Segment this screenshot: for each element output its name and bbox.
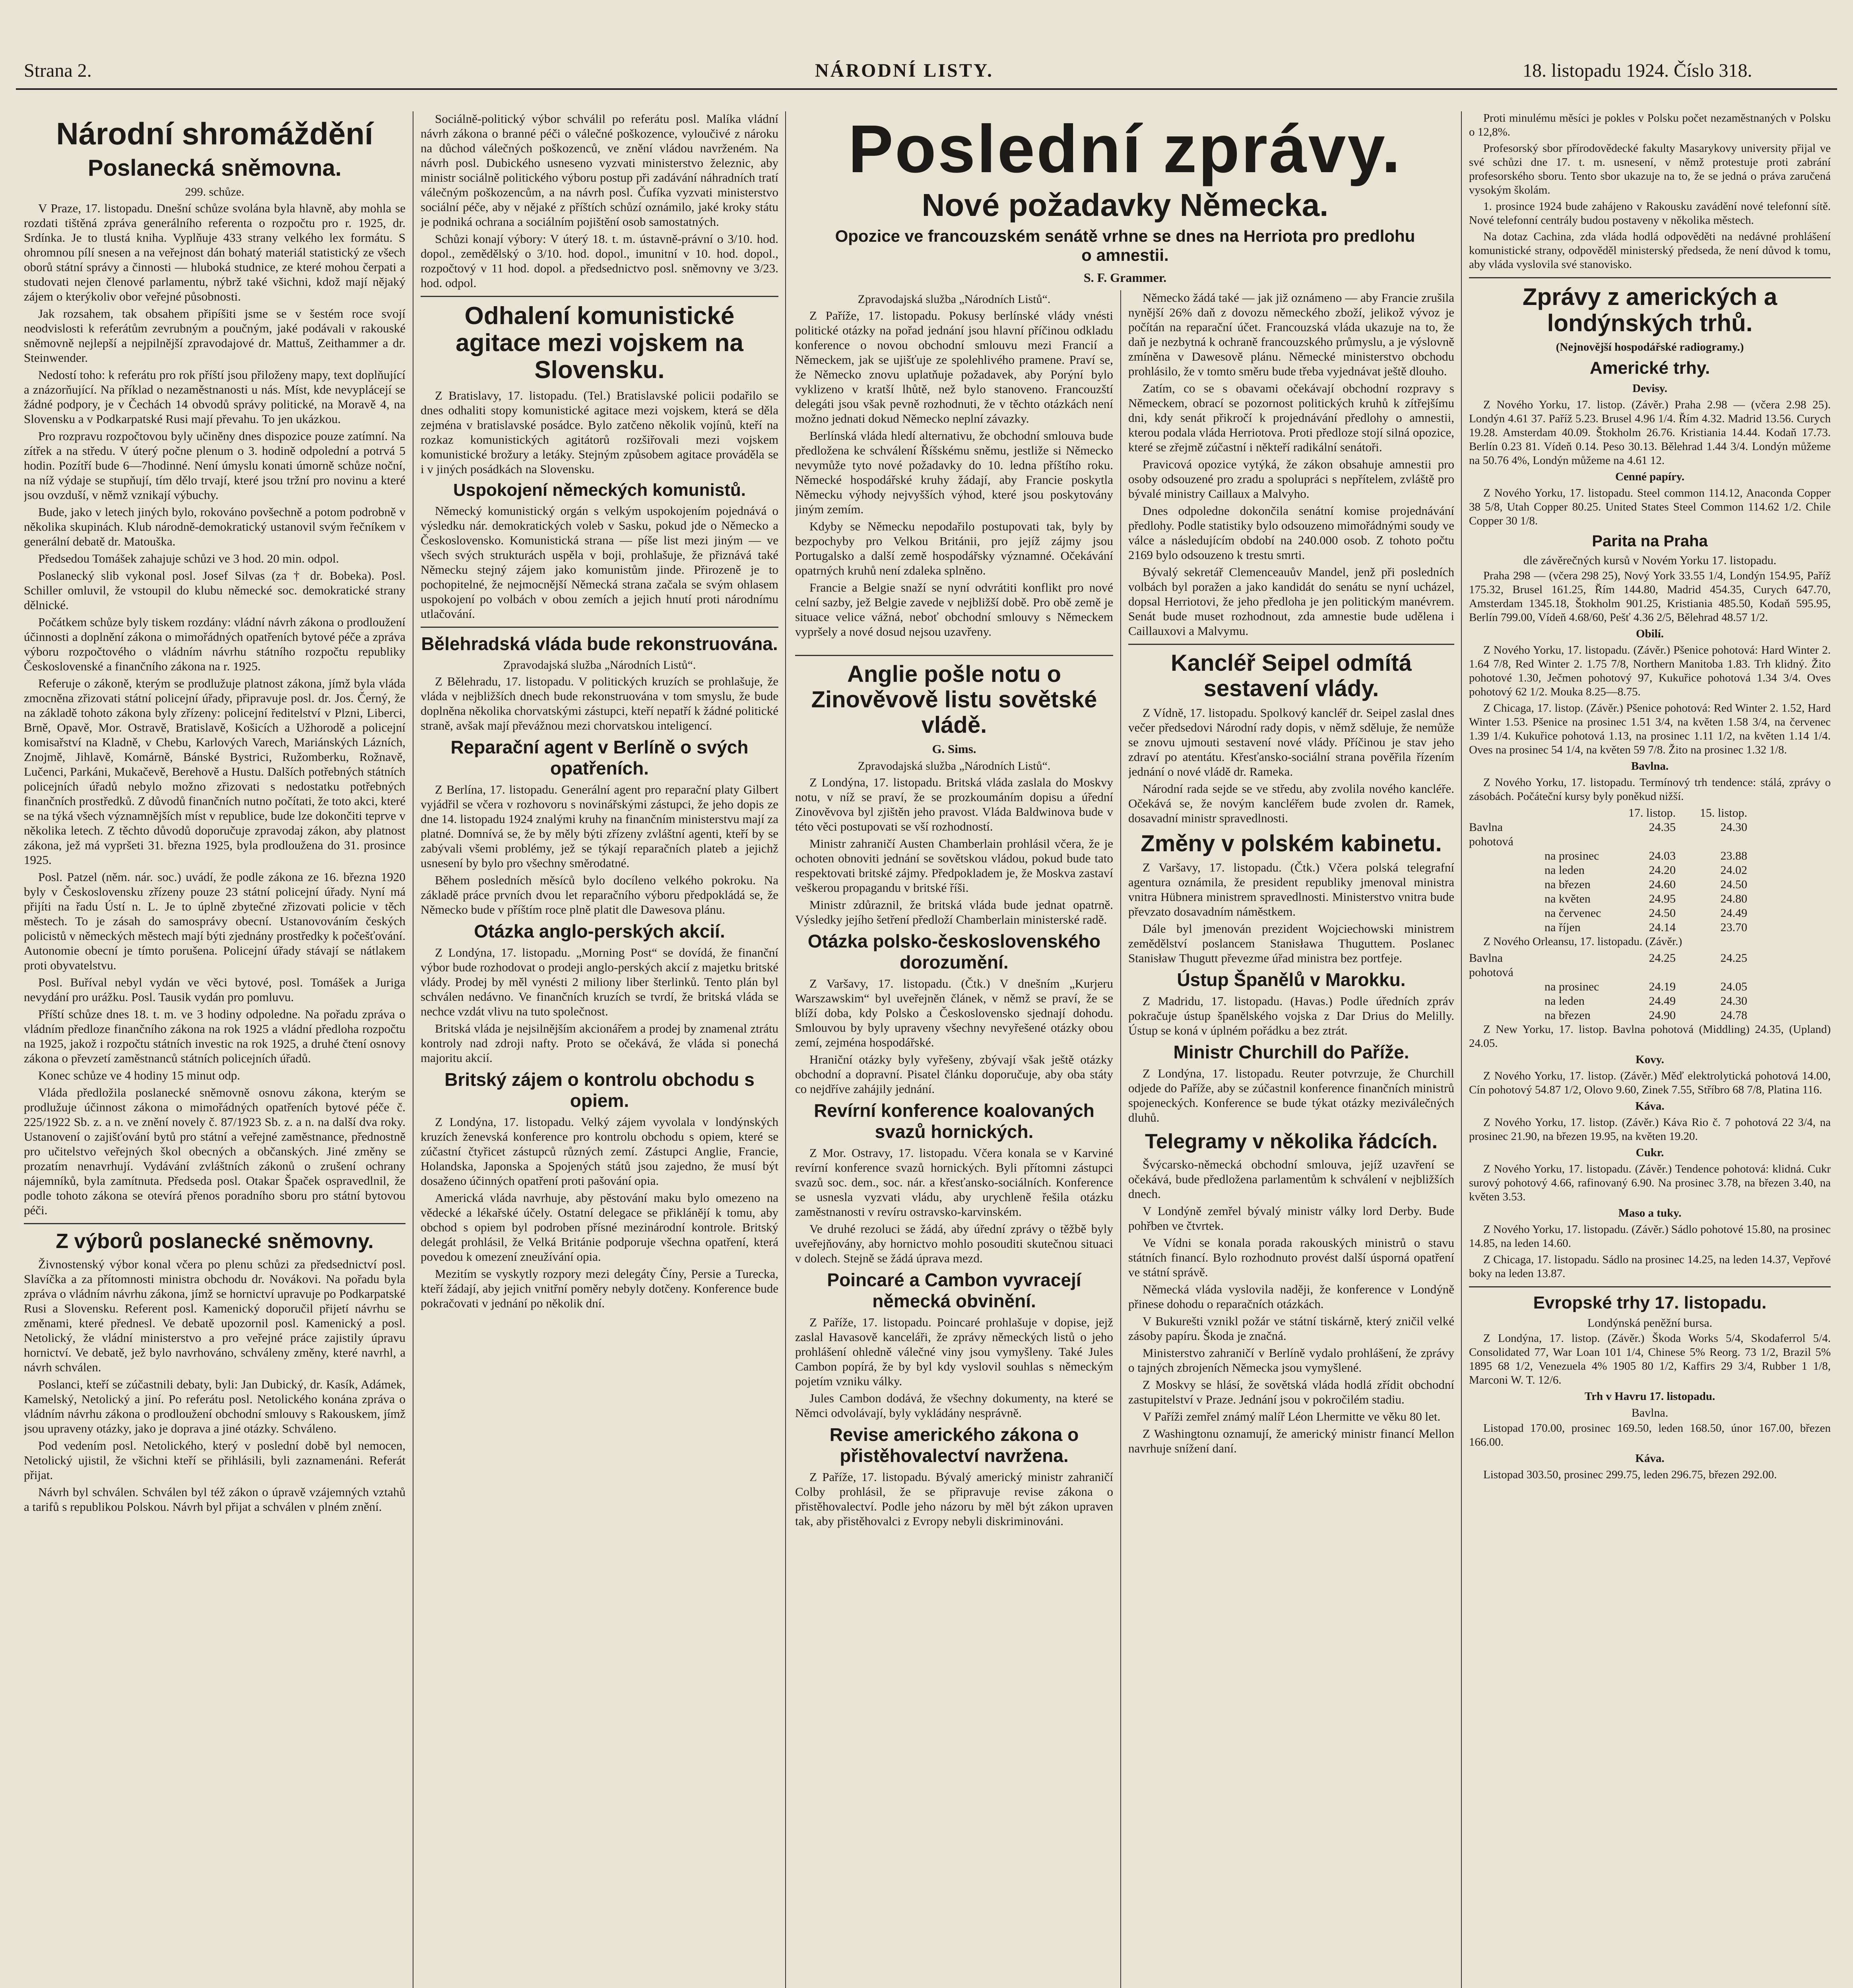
headline: Britský zájem o kontrolu obchodu s opiem. xyxy=(444,1069,755,1111)
paragraph: Ve Vídni se konala porada rakouských ministrů o stavu státních financí. Bylo rozhodnuto provést další úsporná opatření ve státní správě. xyxy=(1128,1236,1454,1279)
paragraph: Z New Yorku, 17. listop. Bavlna pohotová (Middling) 24.35, (Upland) 24.05. xyxy=(1469,1023,1831,1050)
section-subtitle-chamber: Poslanecká sněmovna. xyxy=(87,155,342,181)
paragraph: Z Varšavy, 17. listopadu. (Čtk.) V dnešním „Kurjeru Warszawskim“ byl uveřejněn článek, v němž se praví, že se blíží doba, kdy Polsko a Československo sjednají dohodu. Smlouvou by byly upraveny všechny nevyřešené otázky obou zemí, zejména hospodářské. xyxy=(795,977,1113,1050)
table-row: na květen 24.95 24.80 xyxy=(1544,892,1747,905)
paragraph: Posl. Patzel (něm. nár. soc.) uvádí, že podle zákona ze 16. března 1920 byly v Československu zřízeny pouze 23 státní policejní úřady. Nyní má přijíti na řadu Ústí n. L. Je to úplně zbytečné zřizovati policie v těch městech. To je zásah do samosprávy obecní. Ustanovováním českých policistů v německých městech mají býti zjednány prostředky k počešťování. Autonomie obecní je tímto porušena. Policejní úřady stávají se nátlakem proti obyvatelstvu. xyxy=(24,870,406,973)
paragraph: Dále byl jmenován prezident Wojciechowski ministrem zemědělství poslancem Stanisława Thuguttem. Poslanec Stanisław Thugutt převezme úřad ministra bez portfeje. xyxy=(1128,922,1454,965)
paragraph: Berlínská vláda hledí alternativu, že obchodní smlouva bude předložena ke schválení Říšskému sněmu, jestliže si Německo nevymůže tyto nové požadavky do 10. ledna příštího roku. Německé hospodářské kruhy žádají, aby Francie poskytla Německu výhody nejvyšších výhod, které jsou poskytovány jiným zemím. xyxy=(795,429,1113,516)
paragraph: Z Paříže, 17. listopadu. Pokusy berlínské vlády vnésti politické otázky na pořad jednání jsou hlavní příčinou odkladu konference o novou obchodní smlouvu mezi Francií a Německem, jak se ujišťuje ze spolehlivého pramene. Praví se, že Německo znovu uplatňuje požadavek, aby Porýní bylo vyklizeno v kratší lhůtě, než bylo stanoveno. Francouzští delegáti jsou však pevně rozhodnuti, že v těchto otázkách není možno jednati dokud Německo neplní závazky. xyxy=(795,309,1113,425)
headline: Uspokojení německých komunistů. xyxy=(453,480,746,500)
divider xyxy=(1469,1286,1831,1287)
paragraph: Živnostenský výbor konal včera po plenu schůzi za předsednictví posl. Slavíčka a za přítomnosti ministra obchodu dr. Novákovi. Na pořadu byla zpráva o vládním návrhu zákona, jímž se hornictví upravuje po Podkarpatské Rusi a Slovensku. Referent posl. Kamenický doporučil přijetí návrhu se změnami, které přednesl. Ve debatě upozornil posl. Kamenický a posl. Netolický, že vládní ministerstvo a pro veřejné práce zajistily úpravu hornictví. Ve debatě, jež bylo navrhováno, schváleny změny, které navrhl, a návrh schválen. xyxy=(24,1257,406,1375)
headline: Revise amerického zákona o přistěhovalectví navržena. xyxy=(829,1424,1079,1466)
divider xyxy=(421,627,778,628)
paragraph: V Bukurešti vznikl požár ve státní tiskárně, který zničil velké zásoby papíru. Škoda je značná. xyxy=(1128,1314,1454,1343)
paragraph: Z Chicaga, 17. listopadu. Sádlo na prosinec 14.25, na leden 14.37, Vepřové boky na leden 13.87. xyxy=(1469,1253,1831,1280)
column-3 xyxy=(795,290,1113,1988)
paragraph: Hraniční otázky byly vyřešeny, zbývají však ještě otázky obchodní a dopravní. Pisatel článku doporučuje, aby oba státy co nejdříve zahájily jednání. xyxy=(795,1052,1113,1096)
headline: Reparační agent v Berlíně o svých opatřeních. xyxy=(450,737,749,779)
paragraph: Z Paříže, 17. listopadu. Poincaré prohlašuje v dopise, jejž zaslal Havasově kanceláři, že zprávy německých listů o jeho prohlášení ohledně válečné viny jsou vymyšleny. Také Jules Cambon popírá, že by byl kdy vyslovil souhlas s německým pojetím vzniku války. xyxy=(795,1315,1113,1388)
paragraph: Z Vídně, 17. listopadu. Spolkový kancléř dr. Seipel zaslal dnes večer předsedovi Národní rady dopis, v němž sděluje, že nemůže se znovu ujmouti sestavení nové vlády. Příčinou je stav jeho zdraví po atentátu. Křesťansko-sociální strana pověřila řízením jednání o nové vládě dr. Rameka. xyxy=(1128,705,1454,779)
paragraph: Z Londýna, 17. listop. (Závěr.) Škoda Works 5/4, Skodaferrol 5/4. Consolidated 77, War Loan 101 1/4, Chinese 5% Reorg. 73 1/2, Brazil 5% 1895 68 1/2, Venezuela 4% 1905 80 1/2, Kaffirs 29 3/4, Rubber 1 1/8, Marconi W. T. 12/6. xyxy=(1469,1332,1831,1387)
paragraph: Z Nového Yorku, 17. listop. (Závěr.) Káva Rio č. 7 pohotová 22 3/4, na prosinec 21.90, na březen 19.95, na květen 19.20. xyxy=(1469,1116,1831,1143)
paragraph: Z Londýna, 17. listopadu. „Morning Post“ se dovídá, že finanční výbor bude rozhodovat o prodeji anglo-perských akcií z majetku britské vlády. Prodej by měl vynésti 2 miliony liber šterlinků. Tento plán byl schválen nedávno. Ve finančních kruzích se tvrdí, že britská vláda se nechce vzdát vlivu na tuto společnost. xyxy=(421,945,778,1018)
headline: Poincaré a Cambon vyvracejí německá obvinění. xyxy=(827,1269,1081,1311)
subheading: Cukr. xyxy=(1636,1146,1664,1159)
paragraph: Proti minulému měsíci je pokles v Polsku počet nezaměstnaných v Polsku o 12,8%. xyxy=(1469,112,1831,138)
paragraph: V Praze, 17. listopadu. Dnešní schůze svolána byla hlavně, aby mohla se rozdati tištěná zpráva generálního referenta o rozpočtu pro r. 1925, dr. Srdínka. Je to tlustá kniha. Vyplňuje 433 strany velkého lex formátu. S ohromnou pílí snesen a na veřejnost dán bohatý materiál statistický ze všech oborů státní správy a činnosti — hluboká studnice, ze které mohou čerpati a studovati nejen členové parlamentu, nýbrž také všichni, kdož mají nějaký zájem o kterýkoliv obor veřejné působnosti. xyxy=(24,201,406,304)
subheading: Americké trhy. xyxy=(1589,358,1710,378)
headline: Kancléř Seipel odmítá sestavení vlády. xyxy=(1171,650,1412,701)
subheading: Káva. xyxy=(1635,1452,1665,1465)
headline: Ministr Churchill do Paříže. xyxy=(1173,1042,1409,1063)
headline: Revírní konference koalovaných svazů hornických. xyxy=(814,1100,1094,1142)
column-1 xyxy=(24,111,406,1988)
paragraph: Z Nového Yorku, 17. listopadu. (Závěr.) Pšenice pohotová: Hard Winter 2. 1.64 7/8, Red Winter 2. 1.75 7/8, Northern Manitoba 1.83. Trh klidný. Žito pohotové 1.30, Ječmen pohotový 97, Kukuřice pohotová 1.34 3/4. Oves pohotový 62 1/2. Mouka 8.25—8.75. xyxy=(1469,643,1831,698)
headline: Otázka anglo-perských akcií. xyxy=(474,920,725,942)
paragraph: Z Nového Orleansu, 17. listopadu. (Závěr.) xyxy=(1483,935,1682,948)
masthead: NÁRODNÍ LISTY. xyxy=(815,60,993,81)
paragraph: Z Moskvy se hlásí, že sovětská vláda hodlá zřídit obchodní zastupitelství v Praze. Jednání jsou v pokročilém stadiu. xyxy=(1128,1378,1454,1407)
byline: S. F. Grammer. xyxy=(1083,270,1167,285)
subheading: Obilí. xyxy=(1636,627,1664,640)
divider xyxy=(421,296,778,297)
paragraph: Z Berlína, 17. listopadu. Generální agent pro reparační platy Gilbert vyjádřil se včera v rozhovoru s novinářskými zástupci, že jeho dopis ze dne 14. listopadu 1924 znalými kruhy na finančním ministerstvu mají za platné. Domnívá se, že by měly býti zřízeny zvláštní agenti, kteří by se zabývali všemi problémy, jež se týkají reparačních plateb a jejichž usnesení by bylo pro všechny směrodatné. xyxy=(421,782,778,870)
paragraph: Jules Cambon dodává, že všechny dokumenty, na které se Němci odvolávají, byly vykládány nesprávně. xyxy=(795,1391,1113,1420)
paragraph: Profesorský sbor přírodovědecké fakulty Masarykovy university přijal ve své schůzi dne 17. t. m. usnesení, v němž protestuje proti zabrání profesorského sboru. Tento sbor ukazuje na to, že se jedná o práva zaručená vysokým školám. xyxy=(1469,142,1831,196)
paragraph: Pod vedením posl. Netolického, který v poslední době byl nemocen, Netolický ujistil, že všichni kteří se přihlásili, byli zaznamenáni. Referát přijat. xyxy=(24,1439,406,1482)
paragraph: Z Bělehradu, 17. listopadu. V politických kruzích se prohlašuje, že vláda v nejbližších dnech bude rekonstruována v tom smyslu, že bude doplněna několika chorvatskými zástupci, kteří nepatří k žádné politické straně, avšak mají převážnou mezi chorvatskou inteligencí. xyxy=(421,674,778,733)
paragraph: Poslanecký slib vykonal posl. Josef Silvas (za † dr. Bobeka). Posl. Schiller omluvil, že vstoupil do klubu německé soc. demokratické strany dělnické. xyxy=(24,569,406,612)
paragraph: Z Nového Yorku, 17. listopadu. Termínový trh tendence: stálá, zprávy o zásobách. Počáteční kursy byly poněkud nižší. xyxy=(1469,776,1831,803)
paragraph: Francie a Belgie snaží se nyní odvrátiti konflikt pro nové celní sazby, jež Belgie zavede v nejbližší době. Pro obě země je situace velice vážná, neboť obchodní smlouvy s Německem vypršely a nové dosud nejsou uzavřeny. xyxy=(795,580,1113,639)
table-row: na leden 24.49 24.30 xyxy=(1544,994,1747,1008)
table-row: na červenec 24.50 24.49 xyxy=(1544,906,1747,920)
paragraph: Z Nového Yorku, 17. listop. (Závěr.) Praha 2.98 — (včera 2.98 25). Londýn 4.61 37. Paříž 5.23. Brusel 4.96 1/4. Řím 4.32. Madrid 13.56. Curych 19.28. Amsterdam 40.09. Štokholm 26.76. Kristiania 14.44. Kodaň 17.73. Berlín 0.23 81. Vídeň 0.14. Peso 30.13. Bělehrad 1.44 3/4. Londýn můžeme na 50.76 4%, Londýn můžeme na 4.61 12. xyxy=(1469,398,1831,467)
section-title-parliament: Národní shromáždění xyxy=(56,116,373,151)
paragraph: Během posledních měsíců bylo docíleno velkého pokroku. Na základě práce prvních dvou let reparačního výboru předpokládá se, že Německo bude v příštím roce plně platit dle Dawesova plánu. xyxy=(421,873,778,916)
paragraph: 1. prosince 1924 bude zahájeno v Rakousku zavádění nové telefonní sítě. Nové telefonní centrály budou postaveny v několika městech. xyxy=(1469,200,1831,227)
subheading: Káva. xyxy=(1635,1099,1665,1112)
paragraph: Německá vláda vyslovila naději, že konference v Londýně přinese dohodu o reparačních otázkách. xyxy=(1128,1282,1454,1311)
paragraph: Nedostí toho: k referátu pro rok příští jsou přiloženy mapy, text doplňující a znázorňující. Na příklad o nezaměstnanosti u nás. Míst, kde nevyplácejí se žádné podpory, je v Čechách 14 obvodů správy politické, na Moravě 4, na Slovensku a v Podkarpatské Rusi mají převahu. To jen ukázkou. xyxy=(24,368,406,426)
subheading: Kovy. xyxy=(1636,1053,1664,1066)
column-divider xyxy=(1120,290,1121,1988)
subheading: Parita na Praha xyxy=(1592,532,1708,550)
paragraph: Jak rozsahem, tak obsahem připíšiti jsme se v šestém roce svojí neodvislosti k referátům zevrubným a poučným, jaké podávali v rakouské sněmovně nejlepší a nejpilnější zpravodajové dr. Mattuš, Zeithammer a dr. Steinwender. xyxy=(24,307,406,365)
paragraph: Německo žádá také — jak již oznámeno — aby Francie zrušila nynější 26% daň z dovozu německého zboží, jelikož vývoz je počítán na reparační účet. Francouzská vláda ukazuje na to, že daň je nezbytná k ochraně francouzského průmyslu, a je výslovně zmíněna v Dawesově plánu. Německé ministerstvo obchodu prohlásilo, že v tomto směru bude třeba vyjednávat ještě dlouho. xyxy=(1128,291,1454,378)
paragraph: Kdyby se Německu nepodařilo postupovati tak, byly by bezpochyby pro Velkou Británii, pro jejíž zájmy jsou Portugalsko a další země hospodářsky významné. Očekávání opatrných kruhů není zdaleka splněno. xyxy=(795,519,1113,577)
paragraph: Zatím, co se s obavami očekávají obchodní rozpravy s Německem, obrací se pozornost politických kruhů k zítřejšímu dni, kdy senát přikročí k projednávání předlohy o amnestii, kterou podala vláda Herriotova. Proti předloze stojí silná opozice, které se zřejmě zúčastní i někteří radikální senátoři. xyxy=(1128,381,1454,454)
subheading: Trh v Havru 17. listopadu. xyxy=(1584,1390,1715,1403)
subheading: Maso a tuky. xyxy=(1618,1206,1682,1219)
paragraph: Počátkem schůze byly tiskem rozdány: vládní návrh zákona o prodloužení účinnosti a doplnění zákona o mimořádných opatřeních bytové péče a zpráva výboru rozpočtového o vládním návrhu státního rozpočtu republiky Československé a finančního zákona na r. 1925. xyxy=(24,615,406,674)
paragraph: Z Londýna, 17. listopadu. Reuter potvrzuje, že Churchill odjede do Paříže, aby se zúčastnil konference finančních ministrů spojeneckých. Konference se bude týkat otázky meziválečných dluhů. xyxy=(1128,1066,1454,1125)
paragraph: Poslanci, kteří se zúčastnili debaty, byli: Jan Dubický, dr. Kasík, Adámek, Kamelský, Netolický a jiní. Po referátu posl. Netolického konána zpráva o vládním návrhu zákona o prodloužení obchodní smlouvy s Rakouskem, jímž jsou upraveny otázky, jako je doprava a jiné otázky. Schváleno. xyxy=(24,1377,406,1436)
paragraph: Předsedou Tomášek zahajuje schůzi ve 3 hod. 20 min. odpol. xyxy=(38,551,339,566)
paragraph: Referuje o zákoně, kterým se prodlužuje platnost zákona, jímž byla vláda zmocněna zřizovati státní policejní úřady, připravuje posl. dr. Jos. Černý, že na základě tohoto zákona byly zřízeny: policejní ředitelství v Plzni, Liberci, Brně, Opavě, Mor. Ostravě, Bratislavě, Košicích a Užhorodě a policejní komisařství na Kladně, v Chebu, Karlových Varech, Mariánských Lázních, Znojmě, Jihlavě, Komárně, Bánské Bystrici, Ružomberku, Rožnavě, Lučenci, Parkáni, Mukačevě, Berehově a Hustu. Dalších potřebných státních policejních úřadů nebylo možno zřizovati s nedostatku potřebných finančních prostředků. Z důvodů finančních nutno počítati, že toto akci, které se na týká všech významnějších míst v republice, bude lze dokončiti teprve v několika letech. Z těchto důvodů doporučuje zpravodaj zákon, aby platnost zákona, jež má vypršeti 31. března 1925, byla prodloužena do 31. prosince 1925. xyxy=(24,676,406,867)
paragraph: Britská vláda je nejsilnějším akcionářem a prodej by znamenal ztrátu kontroly nad zdroji nafty. Proto se očekává, že vláda si ponechá majoritu akcií. xyxy=(421,1021,778,1065)
headline: Telegramy v několika řádcích. xyxy=(1145,1130,1438,1153)
paragraph: Z Mor. Ostravy, 17. listopadu. Včera konala se v Karviné revírní konference svazů hornických. Byli přítomni zástupci svazů soc. dem., soc. nár. a křesťansko-sociálních. Konference se usnesla vyzvati vládu, aby urychleně řešila otázku zaměstnanosti v revíru ostravsko-karvinském. xyxy=(795,1145,1113,1219)
section-subtitle: (Nejnovější hospodářské radiogramy.) xyxy=(1556,341,1744,353)
paragraph: Bývalý sekretář Clemenceauův Mandel, jenž při posledních volbách byl poražen a jako kandidát do senátu se nyní ucházel, dopsal Herriotovi, že jeho předloha je jen politickým manévrem. Senát bude muset rozhodnout, zda amnestie bude udělena i Caillauxovi a Malvymu. xyxy=(1128,565,1454,638)
paragraph: Dnes odpoledne dokončila senátní komise projednávání předlohy. Podle statistiky bylo odsouzeno mimořádnými soudy ve válce a následujícím období na 240.000 osob. Z tohoto počtu 2169 bylo odsouzeno k trestu smrti. xyxy=(1128,504,1454,562)
paragraph: Národní rada sejde se ve středu, aby zvolila nového kancléře. Očekává se, že novým kancléřem bude zvolen dr. Ramek, dosavadní ministr spravedlnosti. xyxy=(1128,781,1454,825)
paragraph: Ve druhé rezoluci se žádá, aby úřední zprávy o těžbě byly uveřejňovány, aby hornictvo mohlo posouditi skutečnou situaci v dolech. Stejně se žádá úprava mezd. xyxy=(795,1221,1113,1265)
subheading: Evropské trhy 17. listopadu. xyxy=(1533,1293,1767,1312)
subheading: Cenné papíry. xyxy=(1615,470,1685,483)
issue-date: 18. listopadu 1924. Číslo 318. xyxy=(1523,60,1752,81)
paragraph: Z Nového Yorku, 17. listopadu. Steel common 114.12, Anaconda Copper 38 5/8, Utah Copper 80.25. United States Steel Common 114.62 1/2. Chile Copper 30 1/8. xyxy=(1469,486,1831,527)
paragraph: Ministerstvo zahraničí v Berlíně vydalo prohlášení, že zprávy o tajných zbrojeních Německa jsou vymyšlené. xyxy=(1128,1346,1454,1375)
paragraph: Z Bratislavy, 17. listopadu. (Tel.) Bratislavské policii podařilo se dnes odhaliti stopy komunistické agitace mezi vojskem, která se děla zejména v bratislavské posádce. Bylo zatčeno několik vojínů, kteří na rozkaz komunistických agitátorů rozšiřovali mezi vojskem komunistické brožury a letáky. Stejným způsobem agitace prováděla se i v jiných posádkách na Slovensku. xyxy=(421,388,778,476)
paragraph: Ministr zahraničí Austen Chamberlain prohlásil včera, že je ochoten obnoviti jednání se sovětskou vládou, pokud bude tato respektovati britské zájmy. Předpokladem je, že Moskva zastaví veškerou propagandu v britské říši. xyxy=(795,837,1113,895)
column-divider xyxy=(1461,111,1462,1988)
divider xyxy=(1469,277,1831,278)
lead-subheadline: Opozice ve francouzském senátě vrhne se dnes na Herriota pro predlohu o amnestii. xyxy=(835,227,1415,264)
headline: Anglie pošle notu o Zinověvově listu sovětské vládě. xyxy=(811,661,1097,738)
table-row: na březen 24.90 24.78 xyxy=(1544,1008,1747,1022)
table-header: 17. listop. 15. listop. xyxy=(1628,806,1747,819)
section-title-markets: Zprávy z amerických a londýnských trhů. xyxy=(1522,283,1777,336)
column-divider xyxy=(785,111,786,1988)
subheading: Devisy. xyxy=(1632,382,1667,395)
paragraph: Ministr zdůraznil, že britská vláda bude jednat opatrně. Výsledky jejího šetření předloží Chamberlain ministerské radě. xyxy=(795,898,1113,927)
divider xyxy=(1128,644,1454,645)
table-row: na leden 24.20 24.02 xyxy=(1544,863,1747,877)
headline: Změny v polském kabinetu. xyxy=(1141,830,1442,856)
column-5 xyxy=(1469,111,1831,1988)
column-2 xyxy=(421,111,778,1988)
paragraph: V Londýně zemřel bývalý ministr války lord Derby. Bude pohřben ve čtvrtek. xyxy=(1128,1204,1454,1233)
paragraph: Na dotaz Cachina, zda vláda hodlá odpověděti na nedávné prohlášení komunistické strany, odpověděl ministerský předseda, že není důvod k tomu, aby vláda vyslovila své stanovisko. xyxy=(1469,230,1831,271)
subheading-note: Londýnská peněžní bursa. xyxy=(1587,1316,1713,1330)
divider xyxy=(795,655,1113,656)
paragraph: V Paříži zemřel známý malíř Léon Lhermitte ve věku 80 let. xyxy=(1143,1409,1441,1424)
headline: Ústup Španělů v Marokku. xyxy=(1177,969,1406,990)
paragraph: Vláda předložila poslanecké sněmovně osnovu zákona, kterým se prodlužuje účinnost zákona o mimořádných opatřeních bytové péče č. 225/1922 Sb. z. a n. ve znění novely č. 87/1923 Sb. z. a n. na další dva roky. Ustanovení o zajišťování bytů pro státní a veřejné zaměstnance, přednostně pro učitelstvo veřejných škol obecných a občanských. Jiné změny se prozatím nenavrhují. Vydávání zvláštních zákonů o zrušení ochrany nájemníků, byla zamítnuta. Předseda posl. Otakar Špaček ospravedlnil, že podle tohoto zákona se otevírá přenos poradního sboru pro státní bytovou péči. xyxy=(24,1085,406,1217)
paragraph: Posl. Buříval nebyl vydán ve věci bytové, posl. Tomášek a Juriga nevydání pro urážku. Posl. Tausik vydán pro pomluvu. xyxy=(24,975,406,1004)
byline: G. Sims. xyxy=(932,742,976,756)
paragraph: Švýcarsko-německá obchodní smlouva, jejíž uzavření se očekává, bude předložena parlamentům k schválení v nejbližších dnech. xyxy=(1128,1157,1454,1201)
paragraph: Listopad 303.50, prosinec 299.75, leden 296.75, březen 292.00. xyxy=(1483,1468,1777,1481)
subheading: Bavlna. xyxy=(1631,759,1669,773)
table-row: Bavlna pohotová 24.25 24.25 xyxy=(1469,951,1747,979)
news-source: Zpravodajská služba „Národních Listů“. xyxy=(858,759,1051,773)
paragraph: Z Nového Yorku, 17. listopadu. (Závěr.) Sádlo pohotové 15.80, na prosinec 14.85, na leden 14.60. xyxy=(1469,1223,1831,1250)
paragraph: Z Chicaga, 17. listop. (Závěr.) Pšenice pohotová: Red Winter 2. 1.52, Hard Winter 1.53. Pšenice na prosinec 1.51 3/4, na květen 1.58 3/4, na červenec 1.39 1/4. Kukuřice pohotová 1.13, na prosinec 1.11 1/2, na květen 1.14 1/4. Oves na prosinec 54 1/4, na květen 59 7/8. Žito na prosinec 1.32 1/8. xyxy=(1469,701,1831,756)
cotton-table-new-orleans xyxy=(1469,951,1831,1023)
paragraph: Pravicová opozice vytýká, že zákon obsahuje amnestii pro osoby odsouzené pro zradu a spolupráci s nepřítelem, zvláště pro bývalé ministry Caillaux a Malvyho. xyxy=(1128,457,1454,501)
paragraph: Americká vláda navrhuje, aby pěstování maku bylo omezeno na vědecké a lékařské účely. Ostatní delegace se přiklánějí k tomu, aby obchod s opiem byl podroben přísné mezinárodní kontrole. Britský delegát prohlásil, že Velká Británie podporuje všechna opatření, která povedou k omezení zneužívání opia. xyxy=(421,1190,778,1264)
paragraph: Návrh byl schválen. Schválen byl též zákon o úpravě vzájemných vztahů a tarifů s republikou Polskou. Návrh byl přijat a schválen v plném znění. xyxy=(24,1485,406,1514)
section-title-committees: Z výborů poslanecké sněmovny. xyxy=(56,1230,374,1253)
paragraph: Praha 298 — (včera 298 25), Nový York 33.55 1/4, Londýn 154.95, Paříž 175.32, Brusel 161.25, Řím 144.80, Madrid 454.35, Curych 647.70, Amsterdam 1345.18, Štokholm 901.25, Kristiania 485.50, Kodaň 595.95, Berlín 799.00, Vídeň 4.68/60, Pešť 4.36 2/5, Bělehrad 48.57 1/2. xyxy=(1469,569,1831,624)
page-number: Strana 2. xyxy=(24,60,92,81)
headline: Bělehradská vláda bude rekonstruována. xyxy=(421,633,778,654)
table-row: na říjen 24.14 23.70 xyxy=(1544,920,1747,934)
paragraph: Z Nového Yorku, 17. listopadu. (Závěr.) Tendence pohotová: klidná. Cukr surový pohotový 4.66, rafinovaný 6.90. Na prosinec 3.78, na březen 3.40, na květen 3.53. xyxy=(1469,1162,1831,1203)
cotton-table-ny xyxy=(1469,806,1831,935)
paragraph: Mezitím se vyskytly rozpory mezi delegáty Číny, Persie a Turecka, kteří žádají, aby jejich vnitřní poměry nebyly dotčeny. Konference bude pokračovati v jednání po několik dní. xyxy=(421,1266,778,1310)
news-source: Zpravodajská služba „Národních Listů“. xyxy=(503,658,696,672)
table-row: na březen 24.60 24.50 xyxy=(1544,878,1747,891)
paragraph: Z Washingtonu oznamují, že americký ministr financí Mellon navrhuje snížení daní. xyxy=(1128,1427,1454,1456)
column-4 xyxy=(1128,290,1454,1988)
headline: Otázka polsko-československého dorozumění. xyxy=(807,931,1101,973)
table-row: na prosinec 24.19 24.05 xyxy=(1544,980,1747,993)
table-row: na prosinec 24.03 23.88 xyxy=(1544,849,1747,862)
subheading-note: Bavlna. xyxy=(1631,1406,1669,1420)
paragraph: Listopad 170.00, prosinec 169.50, leden 168.50, únor 167.00, březen 166.00. xyxy=(1469,1422,1831,1449)
paragraph: Německý komunistický orgán s velkým uspokojením pojednává o výsledku nár. demokratických voleb v Sasku, pokud jde o Německo a Československo. Komunistická strana — píše list mezi jiným — ve všech svých strukturách uspěla v boji, prohlašuje, že přiznává také Německu stejný zájem jako komunistům jinde. Přirozeně je to pochopitelné, že nejmocnější Německá strana začala se svým ohlasem uspokojení po volbách v obou zemích a jejich hnutí proti národnímu utlačování. xyxy=(421,504,778,621)
paragraph: Konec schůze ve 4 hodiny 15 minut odp. xyxy=(38,1068,240,1083)
paragraph: Z Londýna, 17. listopadu. Velký zájem vyvolala v londýnských kruzích ženevská konference pro kontrolu obchodu s opiem, které se zúčastní čtyřicet zástupců různých zemí. Zástupci Anglie, Francie, Holandska, Japonska a Spojených států jsou zajedno, že musí být dosaženo účinných opatření proti pašování opia. xyxy=(421,1114,778,1188)
session-number: 299. schůze. xyxy=(185,185,244,199)
subheading-note: dle závěrečných kursů v Novém Yorku 17. listopadu. xyxy=(1523,553,1777,567)
paragraph: Z Paříže, 17. listopadu. Bývalý americký ministr zahraničí Colby prohlásil, že se připravuje revise zákona o přistěhovalectví. Podle jeho názoru by měl být zákon upraven tak, aby přistěhovalci z Evropy nebyli diskriminováni. xyxy=(795,1470,1113,1528)
paragraph: Z Londýna, 17. listopadu. Britská vláda zaslala do Moskvy notu, v níž se praví, že se prozkoumáním dopisu a úřední Zinověvova byl zjištěn jeho pravost. Vláda Baldwinova bude v této věci postupovati se vší rozhodností. xyxy=(795,775,1113,834)
divider xyxy=(24,1223,406,1224)
paragraph: Pro rozpravu rozpočtovou byly učiněny dnes dispozice pouze zatímní. Na zítřek a na středu. V úterý počne plenum o 3. hodině odpolední a potrvá 5 hodin. Pozítří bude 6—7hodinné. Není úmyslu konati úmorně schůze noční, na níž výdaje se stupňují, tím dělo trvají, které jsou tržní pro novinu a které jsou ovzduší, v němž vznikají výbuchy. xyxy=(24,429,406,502)
paragraph: Z Varšavy, 17. listopadu. (Čtk.) Včera polská telegrafní agentura oznámila, že president republiky jmenoval ministra vnitra Hübnera ministrem spravedlnosti. Ministerstvo vnitra bude převzato dosavadním náměstkem. xyxy=(1128,860,1454,919)
header-rule xyxy=(16,88,1837,90)
headline: Odhalení komunistické agitace mezi vojskem na Slovensku. xyxy=(456,302,743,384)
banner-latest-news: Poslední zprávy. xyxy=(848,111,1402,187)
paragraph: Z Nového Yorku, 17. listop. (Závěr.) Měď elektrolytická pohotová 14.00, Cín pohotový 54.87 1/2, Olovo 9.60, Zinek 7.55, Stříbro 68 7/8, Platina 116. xyxy=(1469,1069,1831,1096)
paragraph: Z Madridu, 17. listopadu. (Havas.) Podle úředních zpráv pokračuje ústup španělského vojska z Dar Drius do Melilly. Ústup se koná v úplném pořádku a bez ztrát. xyxy=(1128,994,1454,1038)
paragraph: Schůzi konají výbory: V úterý 18. t. m. ústavně-právní o 3/10. hod. dopol., zemědělský o 3/10. hod. dopol., imunitní v 10. hod. dopol., rozpočtový v 11 hod. dopol. a předsednictvo posl. sněmovny ve 3/23. hod. odpol. xyxy=(421,232,778,290)
news-source: Zpravodajská služba „Národních Listů“. xyxy=(858,293,1051,306)
lead-headline: Nové požadavky Německa. xyxy=(922,187,1329,223)
paragraph: Bude, jako v letech jiných bylo, rokováno povšechně a potom podrobně v několika skupinách. Klub národně-demokratický ustanovil svým řečníkem v generální debatě dr. Matouška. xyxy=(24,505,406,549)
paragraph: Sociálně-politický výbor schválil po referátu posl. Malíka vládní návrh zákona o branné péči o válečné poškozence, vyloučivé z nároku na důchod válečných poškozenců, ve znění vládou navrženém. Na návrh posl. Dubického usneseno vyzvati ministerstvo železnic, aby ministr sociálně politického výboru postup při zadávání náhradních tratí válečným poškozencům, a na návrh posl. Čufíka vyzvati ministerstvo sociální péče, aby v nějaké z příštích schůzí oznámilo, jaké kroky státu je podniká ochrana a sociálním pojištění osob samostatných. xyxy=(421,112,778,229)
paragraph: Příští schůze dnes 18. t. m. ve 3 hodiny odpoledne. Na pořadu zpráva o vládním předloze finančního zákona na rok 1925 a vládní předloha rozpočtu na 1925, jakož i rozpočtu státních investic na rok 1925, a druhé čtení osnovy zákona o převzetí zaměstnanců státních policejních úřadů. xyxy=(24,1007,406,1066)
table-row: Bavlna pohotová 24.35 24.30 xyxy=(1469,820,1747,848)
